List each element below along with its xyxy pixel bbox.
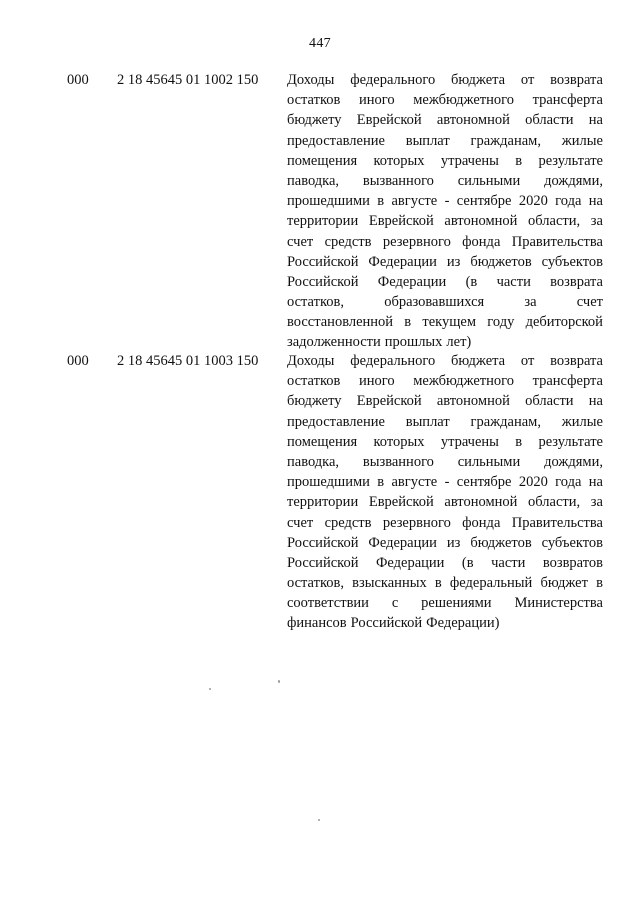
description-line: прошедшими в августе - сентябре 2020 года на (287, 193, 603, 210)
description-line: остатков иного межбюджетного трансферта (287, 373, 603, 390)
admin-code: 000 (67, 72, 89, 88)
description-line: Доходы федерального бюджета от возврата (287, 353, 603, 369)
scan-speck (318, 819, 320, 821)
description-line: соответствии с решениями Министерства (287, 595, 603, 612)
description-line: задолженности прошлых лет) (287, 334, 472, 351)
description-line: остатков иного межбюджетного трансферта (287, 92, 603, 109)
description-line: бюджету Еврейской автономной области на (287, 393, 603, 410)
description-line: финансов Российской Федерации) (287, 615, 500, 632)
description-line: предоставление выплат гражданам, жилые (287, 132, 603, 149)
description-line: паводка, вызванного сильными дождями, (287, 453, 603, 470)
description-line: предоставление выплат гражданам, жилые (287, 413, 603, 430)
description-line: Доходы федерального бюджета от возврата (287, 72, 603, 88)
scan-speck (209, 688, 211, 690)
description-line: бюджету Еврейской автономной области на (287, 112, 603, 129)
entry-description (287, 70, 603, 353)
description-line: Российской Федерации из бюджетов субъектов (287, 534, 603, 551)
entry-description (287, 351, 603, 634)
description-line: паводка, вызванного сильными дождями, (287, 172, 603, 189)
description-line: Российской Федерации (в части возвратов (287, 554, 603, 571)
description-line: помещения которых утрачены в результате (287, 152, 603, 169)
description-line: помещения которых утрачены в результате (287, 433, 603, 450)
budget-classification-code: 2 18 45645 01 1003 150 (117, 353, 259, 369)
description-line: территории Еврейской автономной области, за (287, 213, 603, 230)
admin-code: 000 (67, 353, 89, 369)
description-line: счет средств резервного фонда Правительства (287, 514, 603, 531)
description-line: прошедшими в августе - сентябре 2020 года на (287, 474, 603, 491)
description-line: территории Еврейской автономной области, за (287, 494, 603, 511)
budget-classification-code: 2 18 45645 01 1002 150 (117, 72, 259, 88)
description-line: Российской Федерации (в части возврата (287, 273, 603, 290)
description-line: остатков, образовавшихся за счет (287, 294, 603, 311)
description-line: Российской Федерации из бюджетов субъектов (287, 253, 603, 270)
scan-speck (278, 680, 280, 683)
page-number: 447 (309, 36, 331, 51)
description-line: остатков, взысканных в федеральный бюджет в (287, 575, 603, 592)
description-line: восстановленной в текущем году дебиторской (287, 314, 603, 331)
description-line: счет средств резервного фонда Правительства (287, 233, 603, 250)
